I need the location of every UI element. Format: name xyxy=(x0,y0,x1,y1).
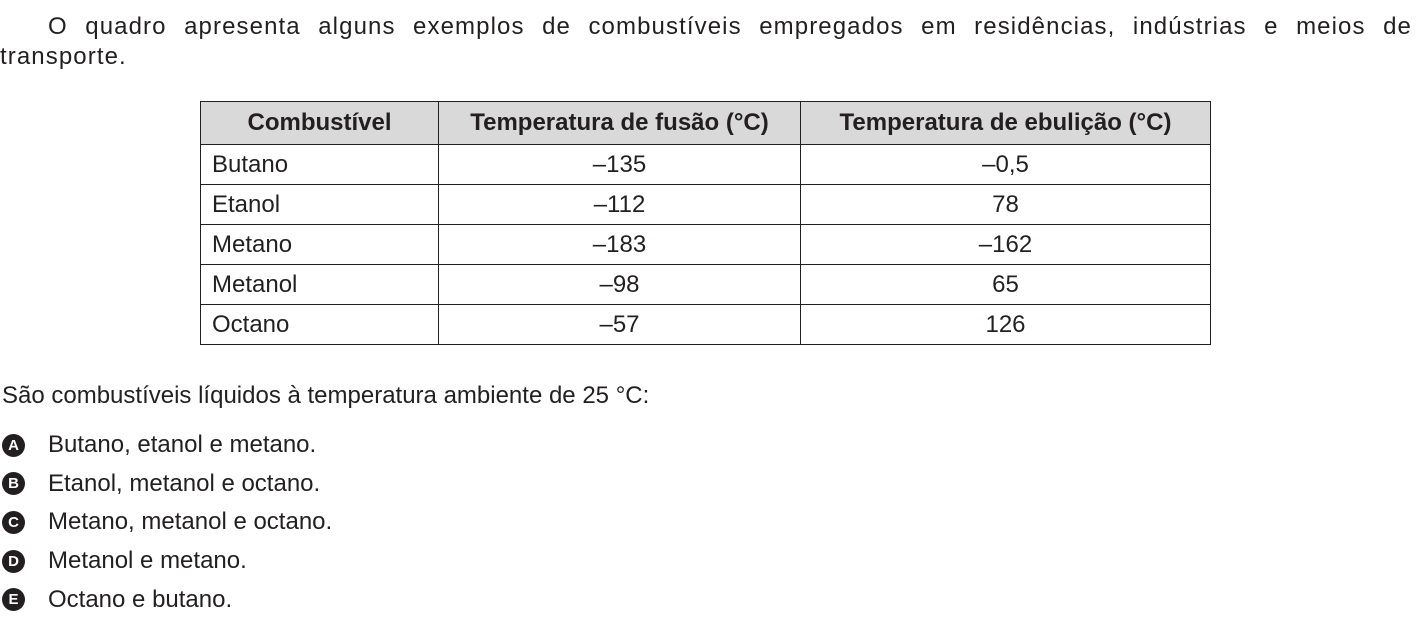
option-letter-badge: D xyxy=(2,550,25,573)
fusion-temperature-cell: –183 xyxy=(439,225,801,265)
fuel-name-cell: Etanol xyxy=(201,185,439,225)
table-row xyxy=(201,265,1211,305)
table-row xyxy=(201,225,1211,265)
boiling-temperature-cell: –0,5 xyxy=(801,145,1211,185)
option-letter-badge: B xyxy=(2,472,25,495)
fusion-temperature-cell: –57 xyxy=(439,305,801,345)
boiling-temperature-cell: –162 xyxy=(801,225,1211,265)
table-row xyxy=(201,305,1211,345)
option-b[interactable] xyxy=(0,465,332,504)
fusion-temperature-cell: –98 xyxy=(439,265,801,305)
option-c[interactable] xyxy=(0,503,332,542)
header-combustivel: Combustível xyxy=(201,102,439,145)
option-text: Octano e butano. xyxy=(48,585,233,613)
option-letter-badge: A xyxy=(2,434,25,457)
table-row xyxy=(201,145,1211,185)
fuel-table xyxy=(200,101,1211,345)
fusion-temperature-cell: –135 xyxy=(439,145,801,185)
fusion-temperature-cell: –112 xyxy=(439,185,801,225)
question-text: São combustíveis líquidos à temperatura ambiente de 25 °C: xyxy=(2,382,650,409)
header-fusion-temperature: Temperatura de fusão (°C) xyxy=(439,102,801,145)
boiling-temperature-cell: 126 xyxy=(801,305,1211,345)
table-row xyxy=(201,185,1211,225)
fuel-name-cell: Octano xyxy=(201,305,439,345)
option-a[interactable] xyxy=(0,426,332,465)
boiling-temperature-cell: 65 xyxy=(801,265,1211,305)
boiling-temperature-cell: 78 xyxy=(801,185,1211,225)
table-header-row xyxy=(201,102,1211,145)
fuel-name-cell: Metanol xyxy=(201,265,439,305)
fuel-name-cell: Butano xyxy=(201,145,439,185)
option-letter-badge: C xyxy=(2,511,25,534)
option-text: Metano, metanol e octano. xyxy=(48,508,333,536)
option-d[interactable] xyxy=(0,542,332,581)
header-boiling-temperature: Temperatura de ebulição (°C) xyxy=(801,102,1211,145)
fuel-name-cell: Metano xyxy=(201,225,439,265)
option-letter-badge: E xyxy=(2,588,25,611)
answer-options xyxy=(0,426,332,619)
intro-text: O quadro apresenta alguns exemplos de combustíveis empregados em residências, indústrias e meios de transporte. xyxy=(0,13,1412,70)
option-text: Metanol e metano. xyxy=(48,547,247,575)
option-e[interactable] xyxy=(0,580,332,619)
option-text: Butano, etanol e metano. xyxy=(48,431,317,459)
option-text: Etanol, metanol e octano. xyxy=(48,469,321,497)
